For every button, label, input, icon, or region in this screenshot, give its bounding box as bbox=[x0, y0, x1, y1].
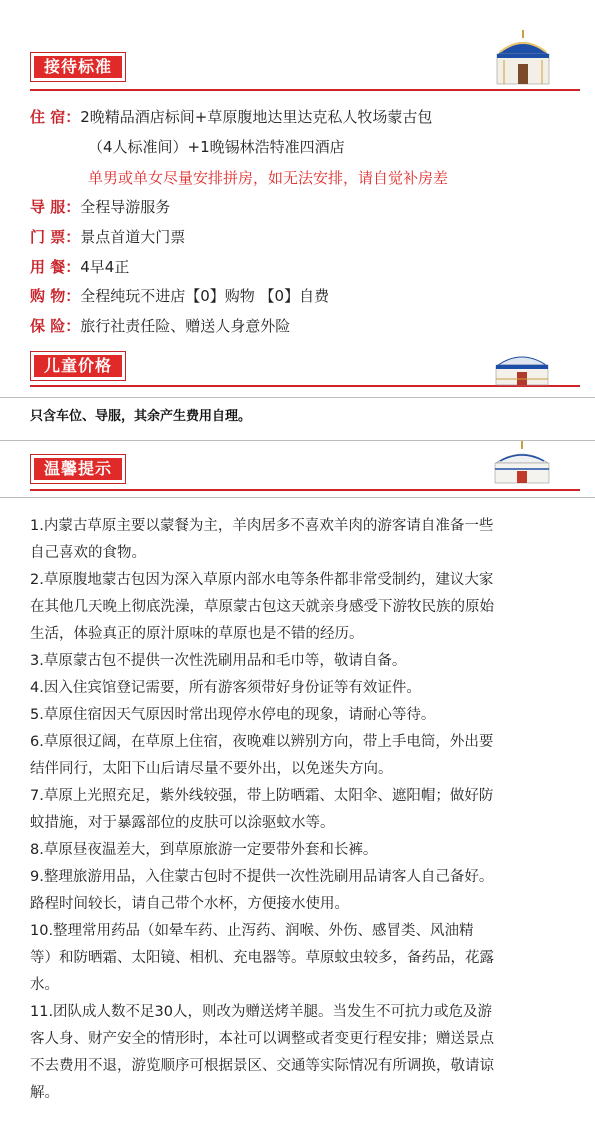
tip-item bbox=[30, 864, 585, 918]
tickets-value: 景点首道大门票 bbox=[80, 228, 186, 246]
tip-line: 自己喜欢的食物。 bbox=[30, 545, 146, 561]
tip-line: 11.团队成人数不足30人，则改为赠送烤羊腿。当发生不可抗力或危及游 bbox=[30, 1004, 493, 1020]
tip-line: 路程时间较长，请自己带个水杯，方便接水使用。 bbox=[30, 896, 349, 912]
tip-line: 3.草原蒙古包不提供一次性洗刷用品和毛巾等，敬请自备。 bbox=[30, 653, 407, 669]
shopping-label: 购 物： bbox=[30, 287, 81, 305]
tip-item bbox=[30, 999, 585, 1107]
guide-row bbox=[30, 196, 170, 218]
tips-list bbox=[30, 513, 585, 1107]
accommodation-value: 2晚精品酒店标间+草原腹地达里达克私人牧场蒙古包 bbox=[80, 108, 433, 126]
tip-line: 2.草原腹地蒙古包因为深入草原内部水电等条件都非常受制约，建议大家 bbox=[30, 572, 494, 588]
section-title: 儿童价格 bbox=[34, 355, 122, 377]
tip-item bbox=[30, 729, 585, 783]
divider bbox=[0, 397, 595, 398]
meals-value: 4早4正 bbox=[80, 258, 130, 276]
tip-line: 6.草原很辽阔，在草原上住宿，夜晚难以辨别方向，带上手电筒，外出要 bbox=[30, 734, 494, 750]
tip-line: 水。 bbox=[30, 977, 59, 993]
shopping-row bbox=[30, 285, 329, 307]
guide-label: 导 服： bbox=[30, 198, 81, 216]
tip-line: 等）和防晒霜、太阳镜、相机、充电器等。草原蚊虫较多，备药品，花露 bbox=[30, 950, 494, 966]
section-header-tips bbox=[0, 445, 595, 495]
tip-item bbox=[30, 837, 585, 864]
child-price-note: 只含车位、导服，其余产生费用自理。 bbox=[30, 409, 252, 424]
insurance-label: 保 险： bbox=[30, 317, 81, 335]
tip-line: 7.草原上光照充足，紫外线较强，带上防晒霜、太阳伞、遮阳帽；做好防 bbox=[30, 788, 494, 804]
tip-line: 生活，体验真正的原汁原味的草原也是不错的经历。 bbox=[30, 626, 364, 642]
tip-line: 1.内蒙古草原主要以蒙餐为主，羊肉居多不喜欢羊肉的游客请自准备一些 bbox=[30, 518, 494, 534]
accommodation-line2: （4人标准间）+1晚锡林浩特准四酒店 bbox=[88, 138, 345, 156]
tip-item bbox=[30, 513, 585, 567]
tip-item bbox=[30, 918, 585, 999]
section-title-badge bbox=[30, 52, 126, 82]
section-title-badge bbox=[30, 351, 126, 381]
tickets-label: 门 票： bbox=[30, 228, 81, 246]
insurance-row bbox=[30, 315, 290, 337]
tip-item bbox=[30, 648, 585, 675]
section-header-child-price bbox=[0, 345, 595, 395]
tip-line: 解。 bbox=[30, 1085, 59, 1101]
divider bbox=[0, 497, 595, 498]
yurt-icon bbox=[490, 347, 554, 387]
tip-line: 10.整理常用药品（如晕车药、止泻药、润喉、外伤、感冒类、风油精 bbox=[30, 923, 474, 939]
tip-line: 蚊措施，对于暴露部位的皮肤可以涂驱蚊水等。 bbox=[30, 815, 335, 831]
tip-line: 8.草原昼夜温差大，到草原旅游一定要带外套和长裤。 bbox=[30, 842, 378, 858]
section-title-badge bbox=[30, 454, 126, 484]
tip-line: 客人身、财产安全的情形时，本社可以调整或者变更行程安排；赠送景点 bbox=[30, 1031, 494, 1047]
meals-row bbox=[30, 256, 129, 278]
accommodation-row bbox=[30, 106, 432, 128]
yurt-icon bbox=[492, 28, 554, 86]
accommodation-label: 住 宿： bbox=[30, 108, 81, 126]
section-header-reception bbox=[0, 40, 595, 95]
tip-item bbox=[30, 567, 585, 648]
section-title: 接待标准 bbox=[34, 56, 122, 78]
section-title: 温馨提示 bbox=[34, 458, 122, 480]
tip-line: 5.草原住宿因天气原因时常出现停水停电的现象，请耐心等待。 bbox=[30, 707, 436, 723]
accommodation-warning: 单男或单女尽量安排拼房，如无法安排，请自觉补房差 bbox=[88, 169, 449, 187]
section-underline bbox=[30, 89, 580, 91]
tip-item bbox=[30, 675, 585, 702]
tip-line: 不去费用不退，游览顺序可根据景区、交通等实际情况有所调换，敬请谅 bbox=[30, 1058, 494, 1074]
tip-item bbox=[30, 783, 585, 837]
tickets-row bbox=[30, 226, 185, 248]
meals-label: 用 餐： bbox=[30, 258, 81, 276]
section-underline bbox=[30, 489, 580, 491]
tip-line: 在其他几天晚上彻底洗澡，草原蒙古包这天就亲身感受下游牧民族的原始 bbox=[30, 599, 494, 615]
yurt-icon bbox=[490, 439, 554, 487]
guide-value: 全程导游服务 bbox=[80, 198, 171, 216]
shopping-value: 全程纯玩不进店【0】购物 【0】自费 bbox=[80, 287, 330, 305]
tip-line: 4.因入住宾馆登记需要，所有游客须带好身份证等有效证件。 bbox=[30, 680, 421, 696]
tip-line: 结伴同行，太阳下山后请尽量不要外出，以免迷失方向。 bbox=[30, 761, 393, 777]
insurance-value: 旅行社责任险、赠送人身意外险 bbox=[80, 317, 291, 335]
tip-item bbox=[30, 702, 585, 729]
tip-line: 9.整理旅游用品，入住蒙古包时不提供一次性洗刷用品请客人自己备好。 bbox=[30, 869, 494, 885]
